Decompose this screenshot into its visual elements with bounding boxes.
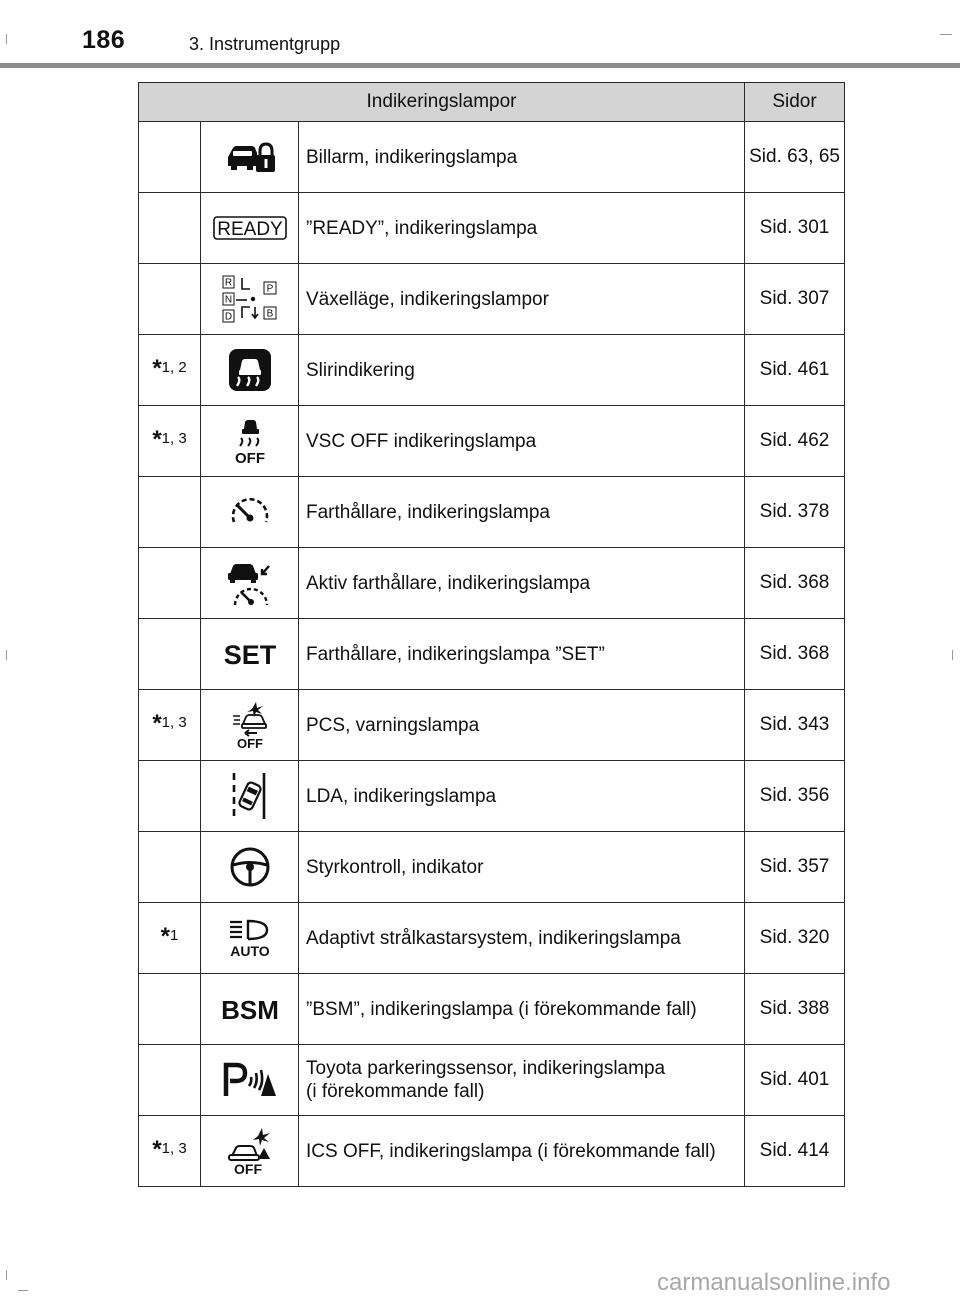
svg-text:BSM: BSM — [220, 995, 279, 1024]
ready-icon — [213, 216, 287, 240]
table-row — [139, 406, 845, 477]
table-row — [139, 548, 845, 619]
lane-departure-icon — [230, 771, 270, 821]
icon-cell — [201, 264, 299, 335]
auto-high-beam-icon — [227, 918, 273, 958]
icon-cell — [201, 122, 299, 193]
svg-text:R: R — [224, 277, 232, 289]
gear-position-icon — [220, 274, 280, 324]
svg-text:AUTO: AUTO — [229, 943, 270, 958]
icon-cell — [201, 619, 299, 690]
footnote-mark: 1, 3 — [161, 714, 187, 731]
table-row — [139, 761, 845, 832]
cruise-control-icon — [228, 492, 272, 532]
description-cell: Aktiv farthållare, indikeringslampa — [299, 548, 745, 619]
page-reference: Sid. 301 — [745, 193, 845, 264]
description-cell: Farthållare, indikeringslampa — [299, 477, 745, 548]
svg-text:N: N — [224, 294, 232, 306]
footnote-mark-cell — [139, 1045, 201, 1116]
footnote-mark-cell — [139, 264, 201, 335]
footer-watermark: carmanualsonline.info — [657, 1269, 891, 1296]
pcs-warning-icon — [230, 700, 270, 750]
page-reference: Sid. 307 — [745, 264, 845, 335]
description-line: Toyota parkeringssensor, indikeringslampa — [306, 1058, 666, 1079]
icon-cell — [201, 335, 299, 406]
description-line: (i förekommande fall) — [306, 1081, 485, 1102]
page-reference: Sid. 368 — [745, 548, 845, 619]
footnote-mark-cell — [139, 548, 201, 619]
description-cell — [299, 1045, 745, 1116]
bsm-icon — [217, 994, 283, 1024]
page-reference: Sid. 378 — [745, 477, 845, 548]
description-cell: Billarm, indikeringslampa — [299, 122, 745, 193]
description-cell: Växelläge, indikeringslampor — [299, 264, 745, 335]
header-rule — [0, 63, 960, 68]
icon-cell — [201, 1116, 299, 1187]
set-icon — [220, 639, 280, 669]
crop-mark — [6, 650, 7, 660]
description-cell: VSC OFF indikeringslampa — [299, 406, 745, 477]
table-row — [139, 619, 845, 690]
footnote-mark-cell — [139, 690, 201, 761]
svg-text:OFF: OFF — [236, 736, 263, 750]
page-reference: Sid. 357 — [745, 832, 845, 903]
table-header-row — [139, 83, 845, 122]
steering-wheel-icon — [229, 846, 271, 888]
svg-text:OFF: OFF — [233, 1161, 262, 1176]
icon-cell — [201, 1045, 299, 1116]
footnote-mark: 1, 3 — [161, 1140, 187, 1157]
table-row — [139, 832, 845, 903]
chapter-title: 3. Instrumentgrupp — [189, 34, 341, 54]
footnote-mark-cell — [139, 1116, 201, 1187]
svg-text:READY: READY — [216, 219, 283, 240]
parking-sensor-icon — [221, 1060, 279, 1100]
svg-text:D: D — [224, 311, 232, 323]
footnote-mark-cell — [139, 974, 201, 1045]
table-row — [139, 690, 845, 761]
icon-cell — [201, 690, 299, 761]
table-row — [139, 974, 845, 1045]
footnote-mark-cell — [139, 903, 201, 974]
page-reference: Sid. 343 — [745, 690, 845, 761]
page-reference: Sid. 461 — [745, 335, 845, 406]
table-row — [139, 477, 845, 548]
asterisk-icon: * — [152, 426, 162, 453]
page-reference: Sid. 388 — [745, 974, 845, 1045]
icon-cell — [201, 548, 299, 619]
icon-cell — [201, 974, 299, 1045]
description-cell: ”READY”, indikeringslampa — [299, 193, 745, 264]
svg-text:P: P — [266, 283, 273, 295]
footnote-mark: 1, 3 — [161, 430, 187, 447]
description-cell: ”BSM”, indikeringslampa (i förekommande fall) — [299, 974, 745, 1045]
svg-text:B: B — [266, 308, 273, 320]
footnote-mark-cell — [139, 477, 201, 548]
icon-cell — [201, 193, 299, 264]
icon-cell — [201, 761, 299, 832]
slip-indicator-icon — [228, 348, 272, 392]
indicator-table — [138, 82, 845, 1187]
table-row — [139, 1045, 845, 1116]
description-cell: PCS, varningslampa — [299, 690, 745, 761]
footnote-mark-cell — [139, 193, 201, 264]
asterisk-icon: * — [152, 355, 162, 382]
asterisk-icon: * — [152, 710, 162, 737]
footnote-mark-cell — [139, 832, 201, 903]
page-reference: Sid. 401 — [745, 1045, 845, 1116]
radar-cruise-control-icon — [225, 559, 275, 607]
footnote-mark: 1, 2 — [161, 359, 187, 376]
table-row — [139, 193, 845, 264]
description-cell: Farthållare, indikeringslampa ”SET” — [299, 619, 745, 690]
ics-off-icon — [226, 1126, 274, 1176]
table-row — [139, 335, 845, 406]
page-header — [0, 0, 960, 66]
footnote-mark-cell — [139, 761, 201, 832]
asterisk-icon: * — [152, 1136, 162, 1163]
icon-cell — [201, 832, 299, 903]
crop-mark — [18, 1290, 28, 1291]
footnote-mark-cell — [139, 619, 201, 690]
page-reference: Sid. 414 — [745, 1116, 845, 1187]
icon-cell — [201, 406, 299, 477]
footnote-mark: 1 — [170, 927, 179, 944]
description-cell: ICS OFF, indikeringslampa (i förekommande fall) — [299, 1116, 745, 1187]
description-cell: Styrkontroll, indikator — [299, 832, 745, 903]
car-lock-alarm-icon — [225, 140, 275, 174]
page-reference: Sid. 462 — [745, 406, 845, 477]
crop-mark — [6, 1270, 7, 1280]
crop-mark — [952, 650, 953, 660]
page-reference: Sid. 356 — [745, 761, 845, 832]
table-row — [139, 903, 845, 974]
table-row — [139, 264, 845, 335]
svg-text:SET: SET — [223, 640, 276, 669]
footnote-mark-cell — [139, 406, 201, 477]
asterisk-icon: * — [160, 923, 170, 950]
page-number: 186 — [82, 26, 126, 54]
icon-cell — [201, 477, 299, 548]
description-cell: Slirindikering — [299, 335, 745, 406]
footnote-mark-cell — [139, 122, 201, 193]
footnote-mark-cell — [139, 335, 201, 406]
svg-text:OFF: OFF — [234, 450, 265, 465]
table-row — [139, 122, 845, 193]
description-cell: LDA, indikeringslampa — [299, 761, 745, 832]
description-cell: Adaptivt strålkastarsystem, indikeringslampa — [299, 903, 745, 974]
page-reference: Sid. 368 — [745, 619, 845, 690]
icon-cell — [201, 903, 299, 974]
vsc-off-icon — [230, 417, 270, 465]
table-row — [139, 1116, 845, 1187]
header-indicator: Indikeringslampor — [139, 83, 745, 122]
header-pages: Sidor — [745, 83, 845, 122]
page-reference: Sid. 63, 65 — [745, 122, 845, 193]
page-reference: Sid. 320 — [745, 903, 845, 974]
